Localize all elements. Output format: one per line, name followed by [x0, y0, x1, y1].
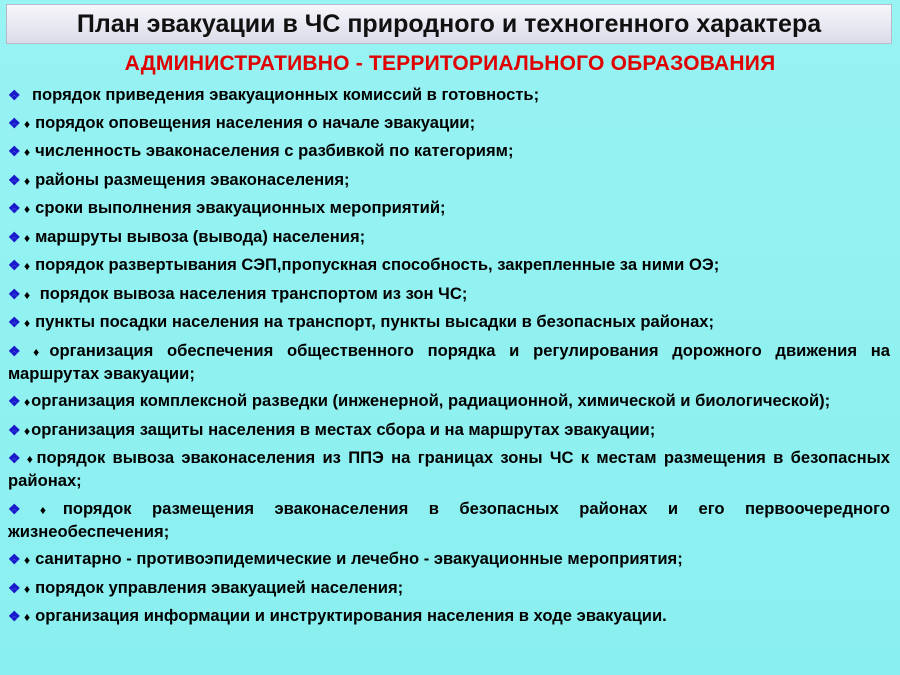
- diamond-cluster-icon: ❖: [8, 608, 21, 624]
- list-item: [8, 254, 890, 277]
- list-item: [8, 311, 890, 334]
- list-item-text: сроки выполнения эвакуационных мероприятий;: [35, 198, 446, 217]
- diamond-cluster-icon: ❖: [8, 200, 21, 216]
- black-diamond-icon: ♦: [24, 610, 31, 624]
- list-item: [8, 498, 890, 543]
- list-item: [8, 226, 890, 249]
- diamond-cluster-icon: ❖: [8, 143, 21, 159]
- black-diamond-icon: ♦: [24, 423, 31, 438]
- list-item-text: организация комплексной разведки (инженерной, радиационной, химической и биологической);: [31, 391, 831, 410]
- diamond-cluster-icon: ❖: [8, 393, 21, 409]
- black-diamond-icon: ♦: [24, 553, 31, 567]
- list-item: [8, 197, 890, 220]
- black-diamond-icon: ♦: [24, 145, 31, 159]
- list-item: [8, 283, 890, 306]
- black-diamond-icon: ♦: [24, 202, 31, 216]
- black-diamond-icon: ♦: [24, 502, 62, 517]
- black-diamond-icon: ♦: [24, 581, 31, 596]
- list-item: [8, 548, 890, 571]
- list-item: [8, 340, 890, 385]
- list-item-text: пункты посадки населения на транспорт, пункты высадки в безопасных районах;: [35, 312, 715, 331]
- diamond-cluster-icon: ❖: [8, 342, 21, 359]
- black-diamond-icon: ♦: [24, 259, 31, 273]
- list-item-text: численность эваконаселения с разбивкой по категориям;: [35, 141, 514, 160]
- list-item: [8, 419, 890, 442]
- diamond-cluster-icon: ❖: [8, 114, 21, 131]
- diamond-cluster-icon: ❖: [8, 285, 21, 302]
- list-item: [8, 605, 890, 628]
- diamond-cluster-icon: ❖: [8, 551, 21, 567]
- list-item: [8, 112, 890, 135]
- black-diamond-icon: ♦: [24, 230, 31, 245]
- black-diamond-icon: ♦: [24, 395, 31, 409]
- list-item: [8, 577, 890, 600]
- diamond-cluster-icon: ❖: [8, 500, 21, 517]
- black-diamond-icon: ♦: [24, 344, 49, 359]
- list-item-text: порядок управления эвакуацией населения;: [35, 577, 404, 597]
- list-item: [8, 390, 890, 413]
- list-item-text: организация обеспечения общественного порядка и регулирования дорожного движения на маршрутах эвакуации;: [8, 340, 890, 383]
- list-item-text: районы размещения эваконаселения;: [35, 169, 350, 189]
- black-diamond-icon: ♦: [24, 116, 31, 131]
- black-diamond-icon: ♦: [24, 452, 36, 466]
- list-item: [8, 140, 890, 163]
- black-diamond-icon: ♦: [24, 316, 31, 330]
- list-item-text: порядок оповещения населения о начале эвакуации;: [35, 112, 476, 132]
- list-item-text: порядок развертывания СЭП,пропускная способность, закрепленные за ними ОЭ;: [35, 255, 720, 274]
- diamond-cluster-icon: ❖: [8, 579, 21, 596]
- list-item-text: санитарно - противоэпидемические и лечебно - эвакуационные мероприятия;: [35, 549, 683, 568]
- diamond-cluster-icon: ❖: [8, 228, 21, 245]
- list-item-text: маршруты вывоза (вывода) населения;: [35, 226, 366, 246]
- diamond-cluster-icon: ❖: [8, 314, 21, 330]
- diamond-cluster-icon: ❖: [8, 171, 21, 188]
- diamond-cluster-icon: ❖: [8, 450, 21, 466]
- list-item-text: порядок вывоза населения транспортом из зон ЧС;: [35, 283, 468, 303]
- black-diamond-icon: ♦: [24, 287, 31, 302]
- diamond-cluster-icon: ❖: [8, 421, 21, 438]
- black-diamond-icon: ♦: [24, 173, 31, 188]
- list-item: [8, 169, 890, 192]
- slide-subtitle: АДМИНИСТРАТИВНО - ТЕРРИТОРИАЛЬНОГО ОБРАЗОВАНИЯ: [124, 52, 776, 75]
- title-banner: [6, 4, 892, 44]
- diamond-cluster-icon: ❖: [8, 257, 21, 273]
- list-item-text: организация защиты населения в местах сбора и на маршрутах эвакуации;: [31, 419, 656, 439]
- diamond-cluster-icon: ❖: [8, 87, 21, 103]
- evacuation-plan-list: [8, 84, 890, 634]
- list-item-text: организация информации и инструктирования населения в ходе эвакуации.: [35, 606, 667, 625]
- list-item: [8, 447, 890, 492]
- list-item: [8, 84, 890, 106]
- list-item-text: порядок вывоза эваконаселения из ППЭ на границах зоны ЧС к местам размещения в безопасных районах;: [8, 448, 891, 490]
- slide-title: План эвакуации в ЧС природного и техногенного характера: [76, 9, 822, 38]
- list-item-text: порядок размещения эваконаселения в безопасных районах и его первоочередного жизнеобеспечения;: [8, 498, 891, 541]
- list-item-text: порядок приведения эвакуационных комиссий в готовность;: [32, 85, 540, 104]
